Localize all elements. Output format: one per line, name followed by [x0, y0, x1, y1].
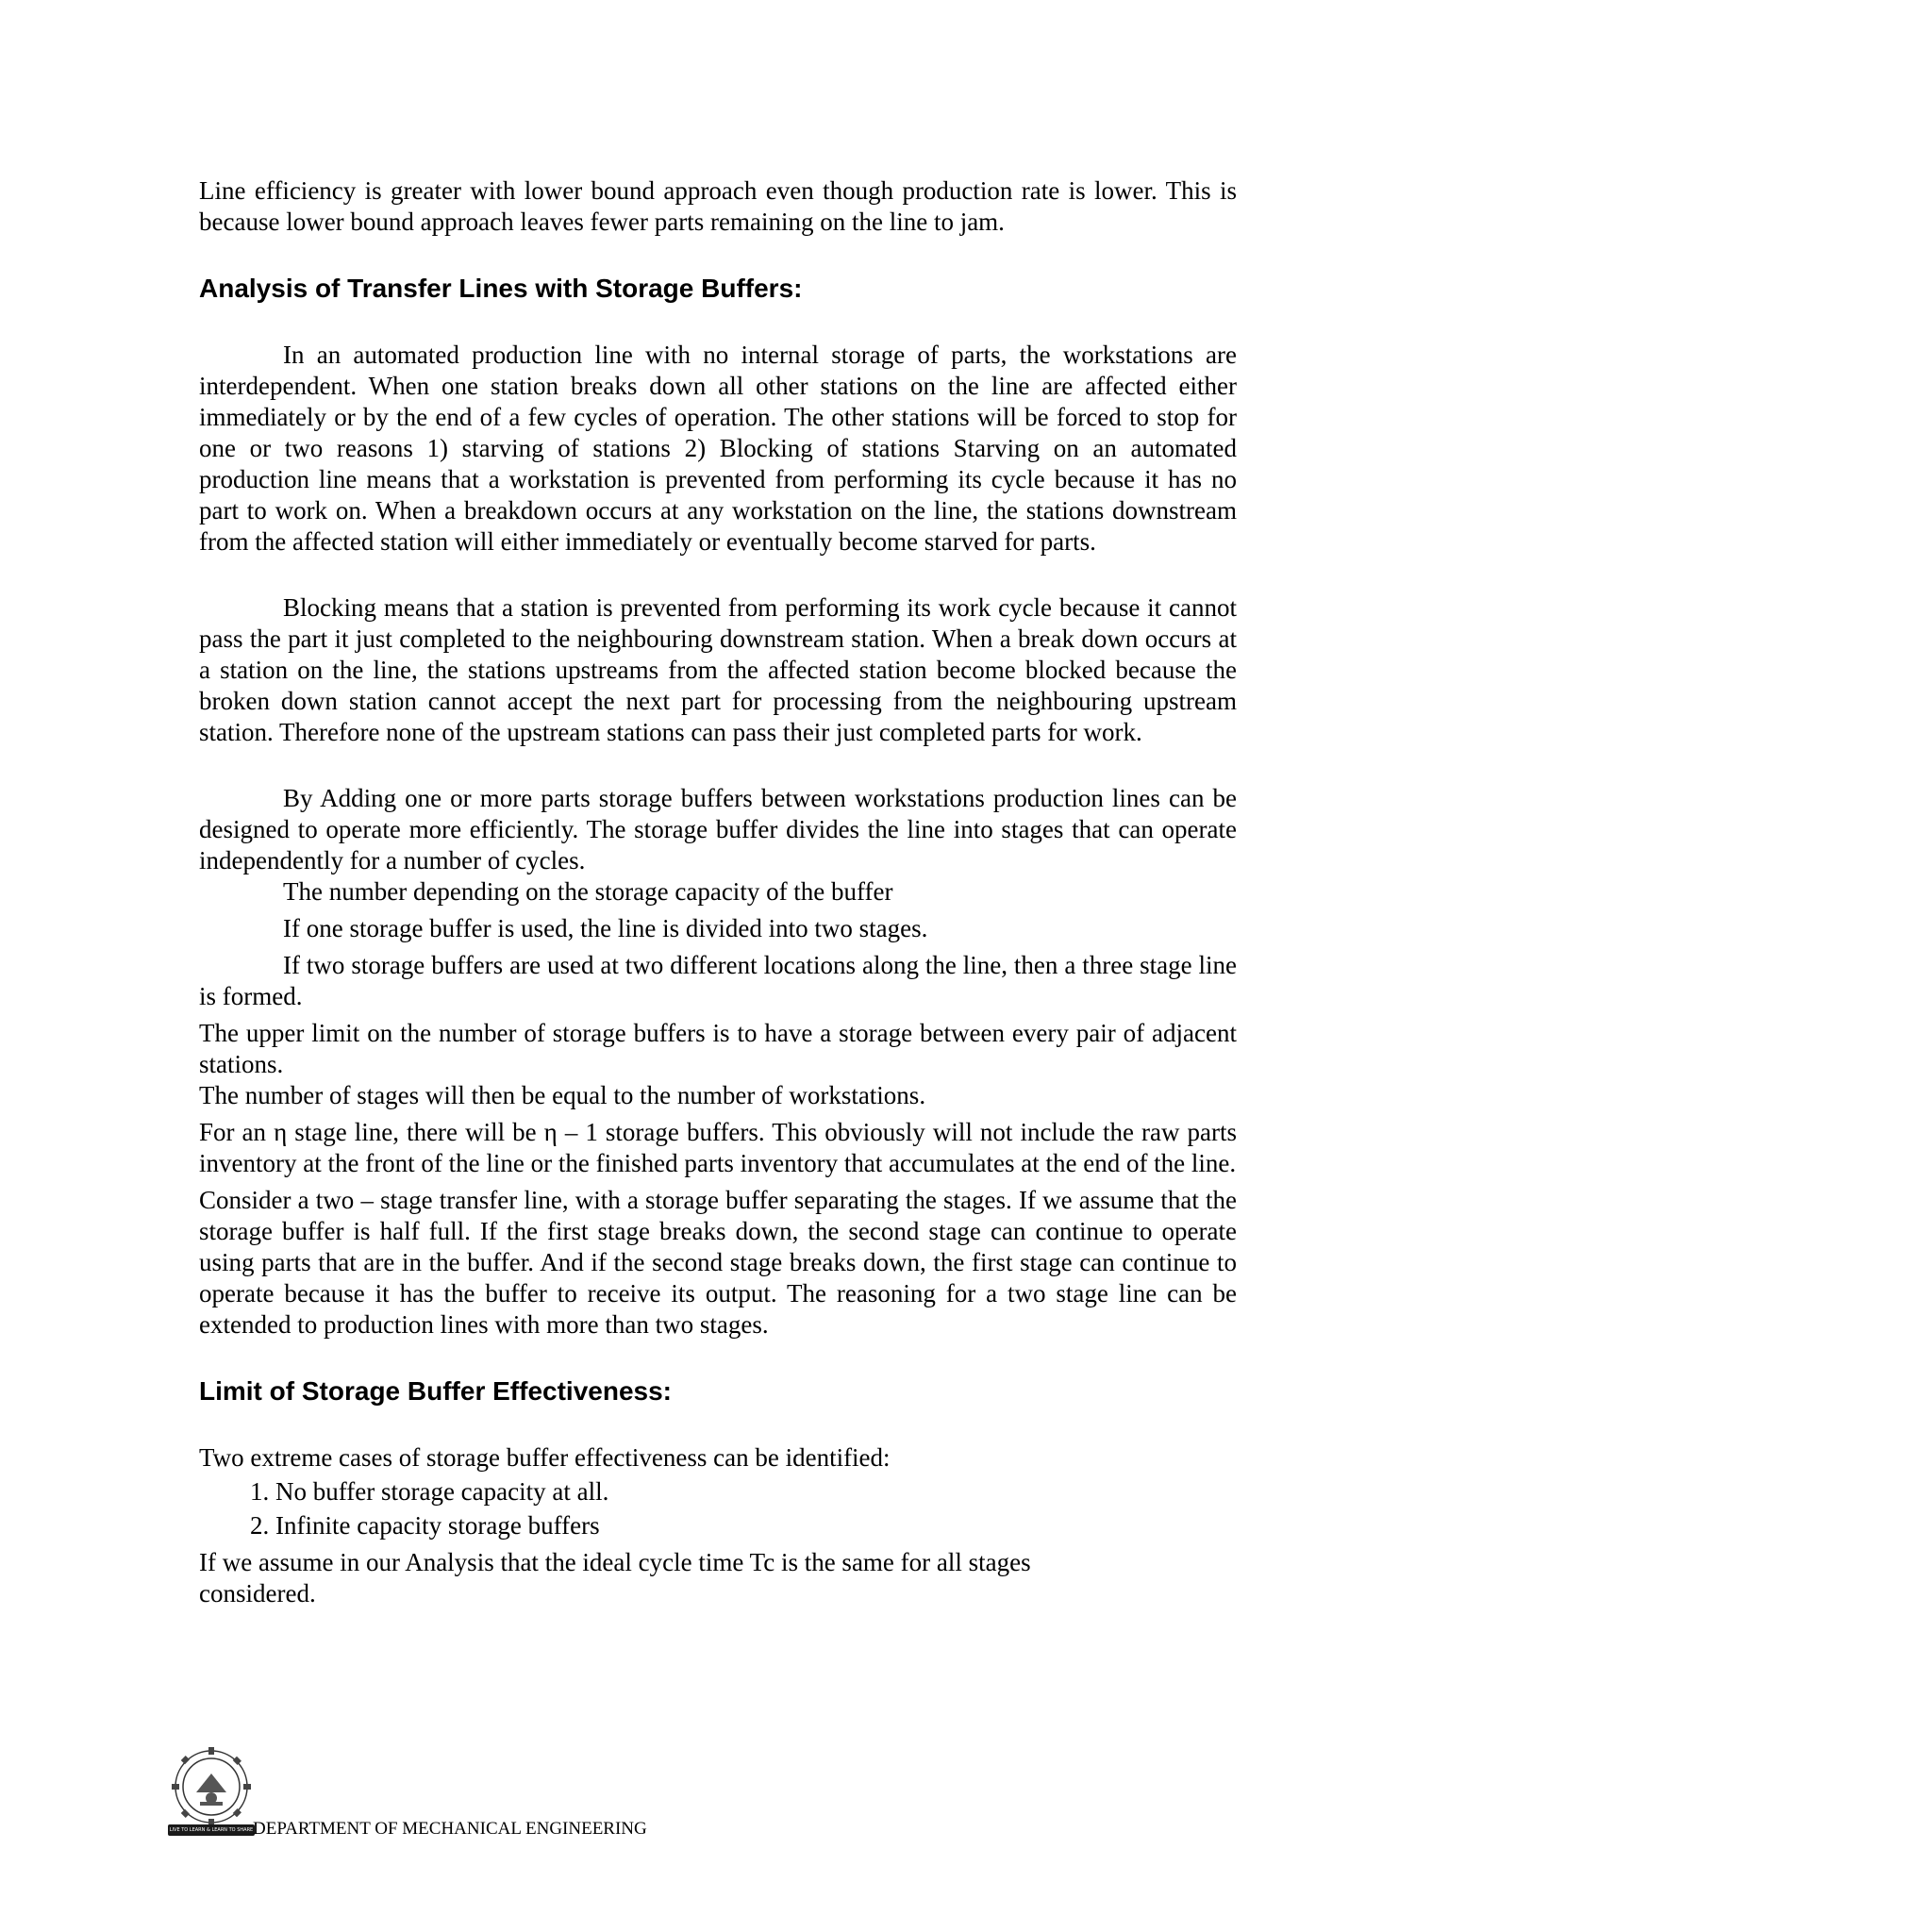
page-footer	[168, 1745, 828, 1849]
paragraph-two-buffers: If two storage buffers are used at two different locations along the line, then a three stage line is formed.	[199, 951, 1237, 1010]
paragraph-adding-buffers: By Adding one or more parts storage buffers between workstations production lines can be designed to operate more efficiently. The storage buffer divides the line into stages that can operate independently for a number of cycles.	[199, 784, 1237, 874]
paragraph-two-stage: Consider a two – stage transfer line, with a storage buffer separating the stages. If we assume that the storage buffer is half full. If the first stage breaks down, the second stage can continue to operate using parts that are in the buffer. And if the second stage breaks down, the first stage can continue to operate because it has the buffer to receive its output. The reasoning for a two stage line can be extended to production lines with more than two stages.	[199, 1186, 1237, 1339]
college-seal-logo-icon	[168, 1745, 255, 1832]
line-number-depending: The number depending on the storage capacity of the buffer	[283, 877, 893, 906]
line-one-buffer: If one storage buffer is used, the line is divided into two stages.	[283, 914, 928, 942]
heading-limit-buffer: Limit of Storage Buffer Effectiveness:	[199, 1376, 672, 1406]
document-body	[199, 175, 1237, 1609]
department-name: DEPARTMENT OF MECHANICAL ENGINEERING	[253, 1819, 647, 1839]
list-item: 1. No buffer storage capacity at all.	[250, 1477, 609, 1506]
paragraph-line-efficiency: Line efficiency is greater with lower bound approach even though production rate is lower. This is because lower bound approach leaves fewer parts remaining on the line to jam.	[199, 176, 1237, 236]
paragraph-blocking: Blocking means that a station is prevented from performing its work cycle because it cannot pass the part it just completed to the neighbouring downstream station. When a break down occurs at a station on the line, the stations upstreams from the affected station become blocked because the broken down station cannot accept the next part for processing from the neighbouring upstream station. Therefore none of the upstream stations can pass their just completed parts for work.	[199, 593, 1237, 746]
cases-list	[199, 1476, 1237, 1541]
paragraph-extreme-cases: Two extreme cases of storage buffer effectiveness can be identified:	[199, 1443, 891, 1472]
paragraph-upper-limit: The upper limit on the number of storage buffers is to have a storage between every pair of adjacent stations.	[199, 1019, 1237, 1078]
line-stages-equal: The number of stages will then be equal to the number of workstations.	[199, 1081, 926, 1109]
paragraph-starving: In an automated production line with no internal storage of parts, the workstations are interdependent. When one station breaks down all other stations on the line are affected either immediately or by the end of a few cycles of operation. The other stations will be forced to stop for one or two reasons 1) starving of stations 2) Blocking of stations Starving on an automated production line means that a workstation is prevented from performing its cycle because it has no part to work on. When a breakdown occurs at any workstation on the line, the stations downstream from the affected station will either immediately or eventually become starved for parts.	[199, 341, 1237, 556]
logo-motto-band: LIVE TO LEARN & LEARN TO SHARE	[168, 1824, 255, 1836]
list-item: 2. Infinite capacity storage buffers	[250, 1511, 600, 1540]
paragraph-assume: If we assume in our Analysis that the ideal cycle time Tc is the same for all stages considered.	[199, 1548, 1031, 1607]
paragraph-n-stage: For an η stage line, there will be η – 1 storage buffers. This obviously will not include the raw parts inventory at the front of the line or the finished parts inventory that accumulates at the end of the line.	[199, 1118, 1237, 1177]
heading-transfer-lines: Analysis of Transfer Lines with Storage Buffers:	[199, 274, 803, 303]
